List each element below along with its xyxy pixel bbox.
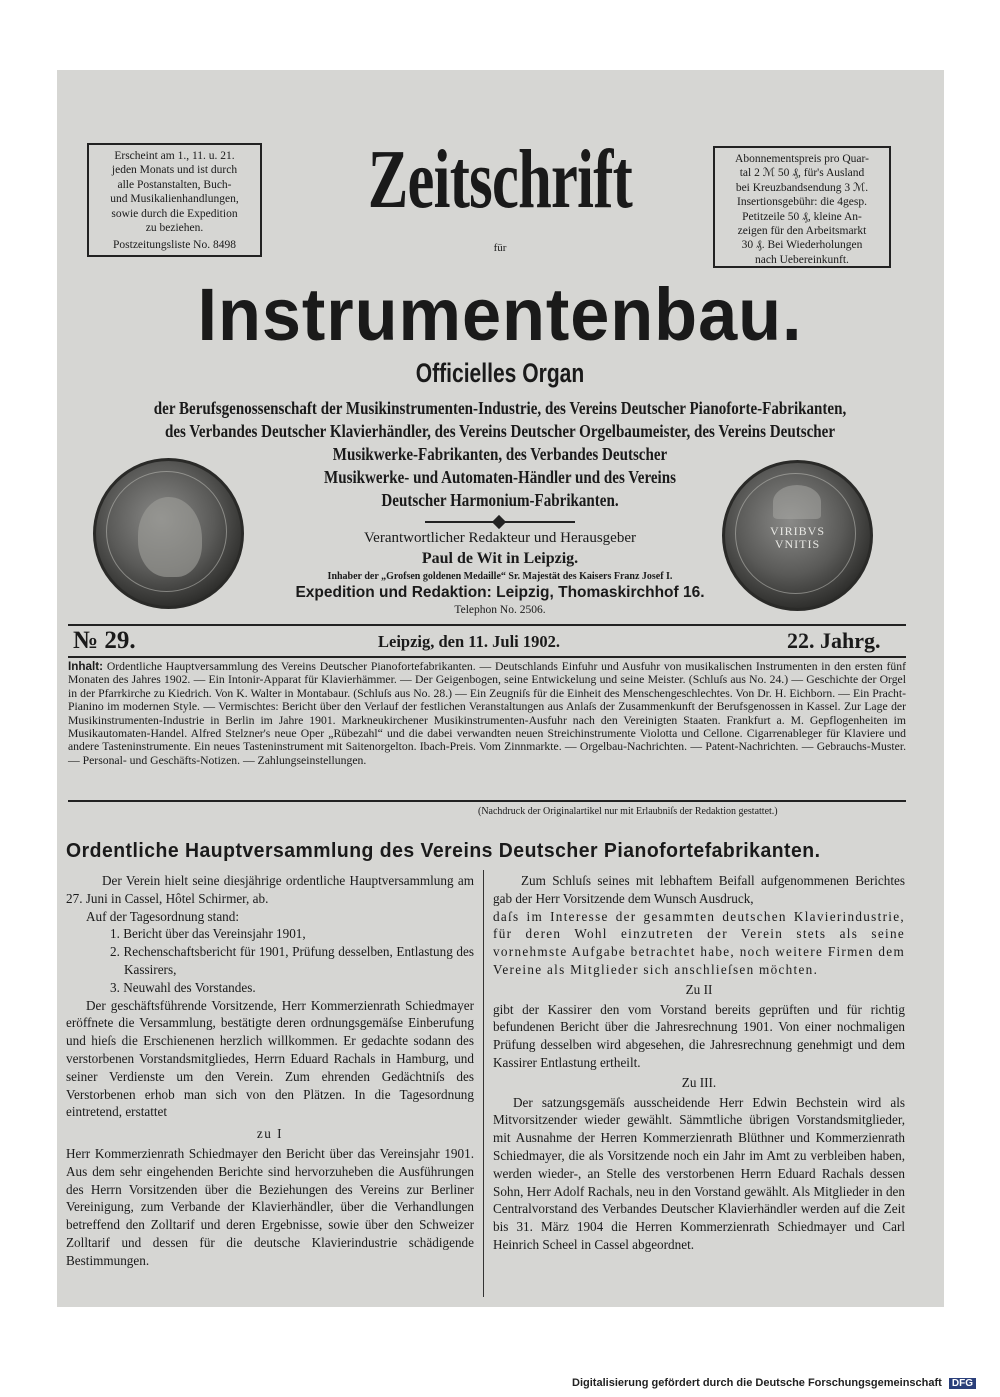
organ-line: Musikwerke- und Automaten-Händler und des Vereins: [324, 467, 676, 487]
agenda-item: 2. Rechenschaftsbericht für 1901, Prüfung desselben, Entlastung des Kassirers,: [110, 944, 474, 977]
article-right-column: [493, 872, 905, 1254]
price-line: 30 ₰. Bei Wiederholungen: [741, 239, 863, 252]
organ-heading: Officielles Organ: [415, 358, 585, 388]
section-heading: Zu III.: [681, 1074, 717, 1090]
editor-award: Inhaber der „Grofsen goldenen Medaille“ Sr. Majestät des Kaisers Franz Josef I.: [327, 571, 673, 582]
medal-text-line: VNITIS: [774, 537, 821, 551]
agenda-item: 3. Neuwahl des Vorstandes.: [110, 979, 256, 995]
expedition-address: Expedition und Redaktion: Leipzig, Thomaskirchhof 16.: [295, 584, 705, 601]
crown-icon: [773, 485, 821, 519]
section-heading: Zu II: [685, 981, 713, 997]
contents-rule: [68, 800, 906, 802]
reprint-note: (Nachdruck der Originalartikel nur mit Erlaubniſs der Redaktion gestattet.): [478, 806, 778, 817]
price-line: zeigen für den Arbeitsmarkt: [737, 225, 867, 238]
editor-line: Verantwortlicher Redakteur und Herausgeber: [364, 530, 636, 546]
credit-text: Digitalisierung gefördert durch die Deutsche Forschungsgemeinschaft: [572, 1377, 942, 1389]
price-line: Insertionsgebühr: die 4gesp.: [737, 196, 867, 209]
info-line: und Musikalienhandlungen,: [110, 193, 239, 206]
volume-year: 22. Jahrg.: [787, 628, 881, 653]
editor-name: Paul de Wit in Leipzig.: [421, 550, 579, 567]
date-rule: [68, 656, 906, 658]
issue-date: Leipzig, den 11. Juli 1902.: [378, 632, 560, 651]
info-line: zu beziehen.: [145, 222, 204, 235]
paragraph: Auf der Tagesordnung stand:: [86, 908, 240, 924]
paragraph: Der geschäftsführende Vorsitzende, Herr Kommerzienrath Schiedmayer eröffnete die Versammlung, bestätigte deren ordnungsgemäſse Einberufung und hieſs die Erschienenen herzlich willkommen. Er gedachte sodann des verstorbenen Vorstandsmitgliedes, Herrn Eduard Rachals in Hamburg, und seiner Verdienste um den Verein. Zum ehrenden Gedächtniſs des Verstorbenen erhob man sich von den Plätzen. In die Tagesordnung eintretend, erstattet: [66, 997, 474, 1120]
paragraph: Herr Kommerzienrath Schiedmayer den Bericht über das Vereinsjahr 1901. Aus dem sehr eingehenden Berichte sind hervorzuheben die Ausführungen des Herrn Vorsitzenden über die Beziehungen des Vereins zur Berliner Vereinigung, zum Verbande der Klavierhändler, über die Verhandlungen betreffend den Zolltarif und deren Ergebnisse, sowie über den Schweizer Zolltarif und dessen für die deutsche Klavierindustrie schädigende Bestimmungen.: [66, 1145, 474, 1268]
info-line: sowie durch die Expedition: [111, 207, 238, 220]
paragraph: gibt der Kassirer den vom Vorstand bereits geprüften und für richtig befundenen Bericht über die Jahresrechnung 1901. Von einer nochmaligen Prüfung desselben wird abgesehen, die Jahresrechnung genehmigt und dem Kassirer Entlastung ertheilt.: [493, 1001, 905, 1070]
price-line: bei Kreuzbandsendung 3 ℳ.: [735, 181, 869, 194]
dfg-logo: DFG: [949, 1378, 976, 1389]
contents-label: Inhalt:: [68, 660, 104, 673]
article-headline: Ordentliche Hauptversammlung des Vereins Deutscher Pianofortefabrikanten.: [66, 840, 821, 862]
organ-line: des Verbandes Deutscher Klavierhändler, des Vereins Deutscher Orgelbaumeister, des Vereins Deutscher: [164, 421, 835, 441]
contents-text: Ordentliche Hauptversammlung des Vereins Deutscher Pianofortefabrikanten. — Deutschlands Einfuhr und Ausfuhr von musikalischen Instrumenten in den ersten fünf Monaten des Jahres 1902. — Ein Intonir-Apparat für Klavierhämmer. — Der Geigenbogen, seine Entwickelung und seine Meister. (Schluſs aus No. 24.) — Geschichte der Orgel in der Pfarrkirche zu Kiedrich. Von K. Walter in Montabaur. (Schluſs aus No. 28.) — Ein Zeugniſs für die Einheit des Menschengeschlechtes. Von Dr. H. Eichborn. — Ein Pracht-Pianino im modernen Style. — Vermischtes: Bericht über den Verlauf der festlichen Veranstaltungen aus Anlaſs der Zusammenkunft der Berufsgenossen in Kassel. Zur Lage der Musikinstrumenten-Industrie in Berlin im Jahre 1901. Markneukirchener Musikinstrumenten-Ausfuhr nach den Vereinigten Staaten. Frankfurt a. M. Gepflogenheiten im Musikautomaten-Handel. Alfred Stelzner's neue Oper „Rübezahl“ und die dabei verwandten neuen Streichinstrumente Violotta und Cellone. Cigarrenableger für Klaviere und andere Tasteninstrumente. Ein neues Tasteninstrument mit Saitenorgelton. Ibach-Preis. Vom Zinnmarkte. — Orgelbau-Nachrichten. — Patent-Nachrichten. — Gebrauchs-Muster. — Personal- und Geschäfts-Notizen. — Zahlungseinstellungen.: [68, 660, 906, 767]
article-left-column: [66, 872, 474, 1270]
masthead-title-2: Instrumentenbau.: [197, 273, 803, 356]
organ-line: der Berufsgenossenschaft der Musikinstrumenten-Industrie, des Vereins Deutscher Pianoforte-Fabrikanten,: [153, 398, 847, 418]
price-line: nach Uebereinkunft.: [755, 253, 849, 266]
paragraph: Der satzungsgemäſs ausscheidende Herr Edwin Bechstein wird als Mitvorsitzender wieder gewählt. Sämmtliche übrigen Vorstandsmitglieder, mit Ausnahme der Herren Kommerzienrath Blüthner und Kommerzienrath Schiedmayer, die als Vorsitzende noch ein Jahr im Amt zu verbleiben haben, werden wieder-, an Stelle des verstorbenen Herrn Eduard Rachals dessen Sohn, Herr Adolf Rachals, neu in den Vorstand gewählt. Als Mitglieder in den Centralvorstand des Verbandes Deutscher Klavierhändler werden auf die Zeit bis 31. März 1904 die Herren Kommerzienrath Schiedmayer und Carl Heinrich Scheel in Cassel abgeordnet.: [493, 1094, 905, 1252]
column-divider: [483, 870, 484, 1297]
price-line: tal 2 ℳ 50 ₰, für's Ausland: [739, 167, 865, 180]
info-line: alle Postanstalten, Buch-: [117, 178, 232, 191]
price-line: Abonnementspreis pro Quar-: [735, 153, 869, 165]
masthead-title: Zeitschrift: [367, 133, 633, 226]
issue-number: № 29.: [73, 627, 136, 654]
info-line: jeden Monats und ist durch: [111, 164, 238, 177]
digitization-credit: [572, 1377, 976, 1389]
paragraph: Zum Schluſs seines mit lebhaftem Beifall aufgenommenen Berichtes gab der Herr Vorsitzende dem Wunsch Ausdruck,: [493, 873, 905, 906]
organ-line: Deutscher Harmonium-Fabrikanten.: [381, 490, 619, 510]
info-line: Erscheint am 1., 11. u. 21.: [114, 150, 235, 162]
ornament-divider: [425, 519, 575, 525]
agenda-item: 1. Bericht über das Vereinsjahr 1901,: [110, 926, 306, 942]
telephone: Telephon No. 2506.: [454, 604, 546, 616]
top-rule: [68, 624, 906, 626]
info-line: Postzeitungsliste No. 8498: [113, 239, 236, 252]
organ-line: Musikwerke-Fabrikanten, des Verbandes Deutscher: [332, 444, 668, 464]
table-of-contents: [68, 660, 906, 767]
medal-text-line: VIRIBVS: [769, 524, 825, 538]
section-heading: zu I: [256, 1126, 284, 1142]
paragraph: daſs im Interesse der gesammten deutschen Klavierindustrie, für deren Wohl einzutreten der Verein stets als seine vornehmste Aufgabe betrachtet habe, noch weitere Firmen dem Vereine als Mitglieder sich anschlieſsen möchten.: [493, 908, 905, 977]
price-line: Petitzeile 50 ₰, kleine An-: [742, 210, 862, 223]
paragraph: Der Verein hielt seine diesjährige ordentliche Hauptversammlung am 27. Juni in Cassel, Hôtel Schirmer, ab.: [66, 873, 474, 906]
masthead-fuer: für: [493, 242, 507, 254]
